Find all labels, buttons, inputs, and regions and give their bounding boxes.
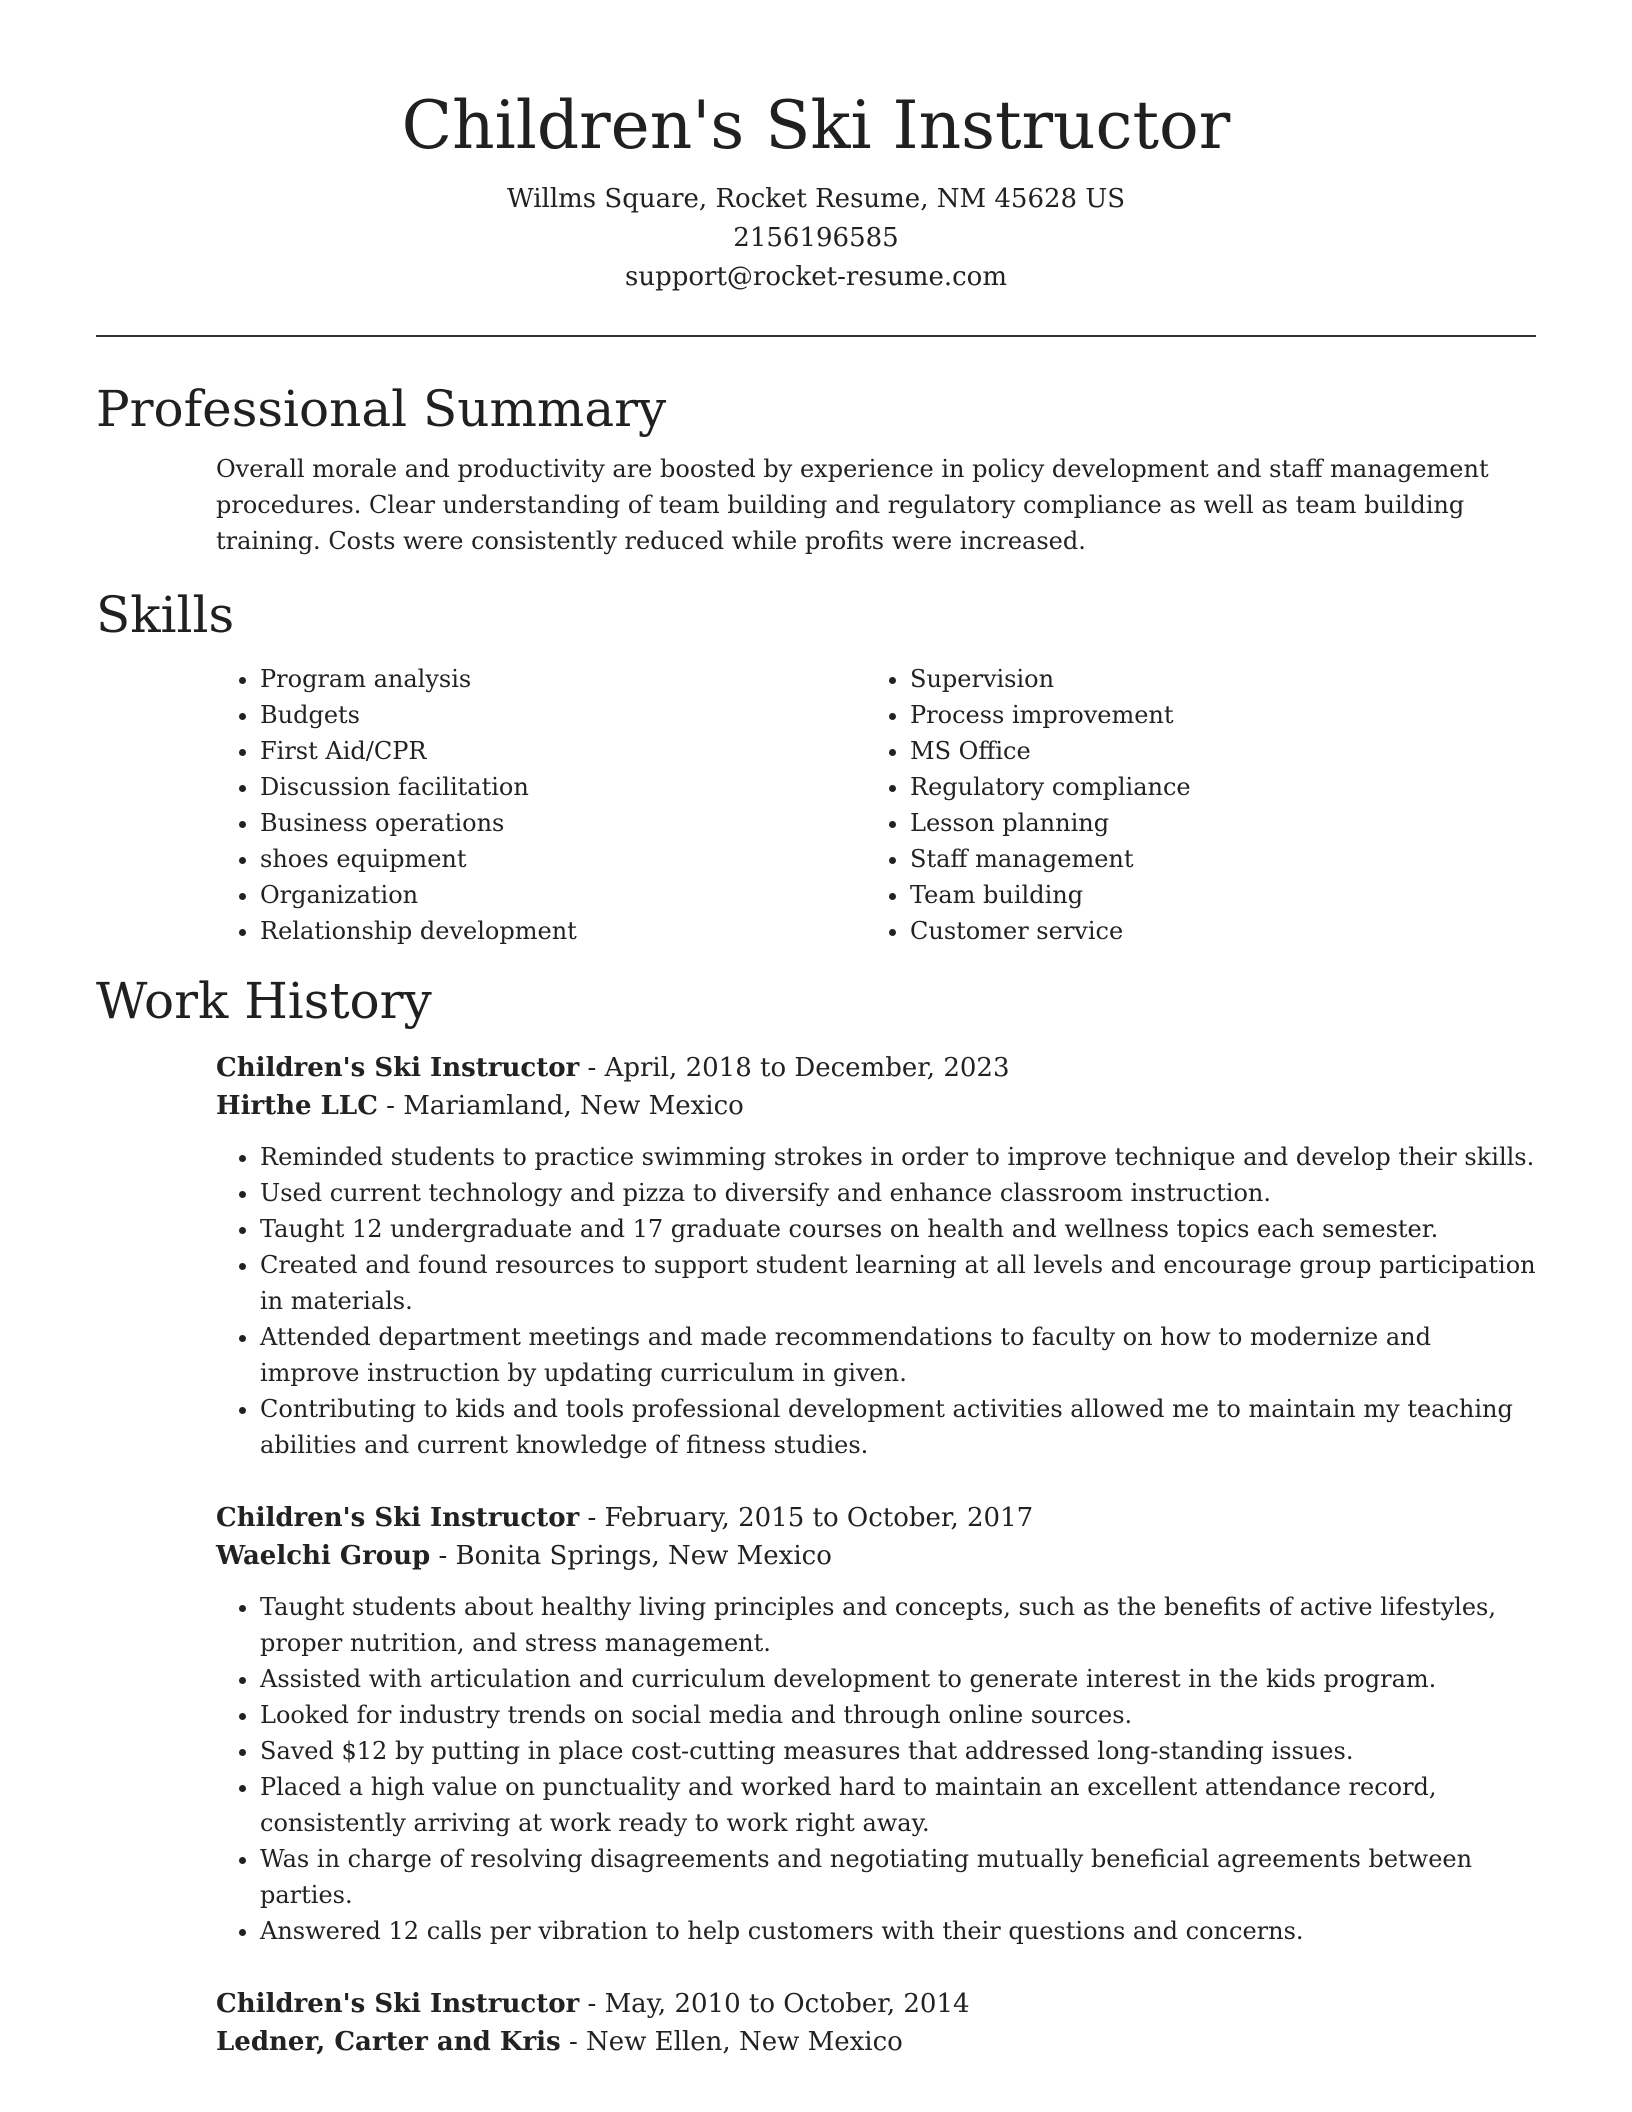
job-entry: [216, 1985, 1536, 2061]
job-position: Children's Ski Instructor: [216, 1989, 580, 2019]
job-bullet: • Created and found resources to support student learning at all levels and encourage group participation in materials.: [260, 1247, 1536, 1319]
job-location: - Mariamland, New Mexico: [377, 1091, 744, 1121]
job-title-line: [216, 1049, 1536, 1087]
skill-item: • Regulatory compliance: [910, 769, 1516, 805]
job-company: Ledner, Carter and Kris: [216, 2027, 561, 2057]
skills-column-right: [866, 661, 1516, 949]
summary-heading: Professional Summary: [96, 380, 667, 438]
summary-text: Overall morale and productivity are boosted by experience in policy development and staff management procedures. Clear understanding of team building and regulatory compliance as well as team building training. Costs were consistently reduced while profits were increased.: [216, 455, 1489, 555]
job-company-line: [216, 2023, 1536, 2061]
job-bullets: [216, 1139, 1536, 1463]
skills-list: [216, 661, 1536, 949]
job-bullet: • Assisted with articulation and curriculum development to generate interest in the kids program.: [260, 1661, 1536, 1697]
job-bullet: • Contributing to kids and tools professional development activities allowed me to maintain my teaching abilities and current knowledge of fitness studies.: [260, 1391, 1536, 1463]
phone: 2156196585: [733, 223, 899, 253]
skills-heading: Skills: [96, 586, 235, 644]
job-bullet: • Attended department meetings and made recommendations to faculty on how to modernize and improve instruction by updating curriculum in given.: [260, 1319, 1536, 1391]
job-bullets: [216, 1589, 1536, 1949]
skill-item: • shoes equipment: [260, 841, 866, 877]
work-history-heading: Work History: [96, 972, 432, 1030]
job-bullet: • Looked for industry trends on social media and through online sources.: [260, 1697, 1536, 1733]
skill-item: • Team building: [910, 877, 1516, 913]
skill-item: • Supervision: [910, 661, 1516, 697]
address: Willms Square, Rocket Resume, NM 45628 US: [506, 184, 1126, 214]
job-bullet: • Was in charge of resolving disagreements and negotiating mutually beneficial agreements between parties.: [260, 1841, 1536, 1913]
job-dates: - February, 2015 to October, 2017: [579, 1503, 1034, 1533]
job-entry: [216, 1049, 1536, 1463]
job-bullet: • Reminded students to practice swimming strokes in order to improve technique and develop their skills.: [260, 1139, 1536, 1175]
job-dates: - May, 2010 to October, 2014: [579, 1989, 970, 2019]
resume-page: [96, 0, 1536, 2061]
job-bullet: • Used current technology and pizza to diversify and enhance classroom instruction.: [260, 1175, 1536, 1211]
skills-column-left: [216, 661, 866, 949]
job-bullet: • Saved $12 by putting in place cost-cutting measures that addressed long-standing issues.: [260, 1733, 1536, 1769]
job-company-line: [216, 1087, 1536, 1125]
job-location: - Bonita Springs, New Mexico: [430, 1541, 832, 1571]
job-bullet: • Placed a high value on punctuality and worked hard to maintain an excellent attendance record, consistently arriving at work ready to work right away.: [260, 1769, 1536, 1841]
skill-item: • Relationship development: [260, 913, 866, 949]
skill-item: • Organization: [260, 877, 866, 913]
job-position: Children's Ski Instructor: [216, 1503, 580, 1533]
skill-item: • First Aid/CPR: [260, 733, 866, 769]
job-dates: - April, 2018 to December, 2023: [579, 1053, 1010, 1083]
job-company: Waelchi Group: [216, 1541, 431, 1571]
skill-item: • Lesson planning: [910, 805, 1516, 841]
job-company-line: [216, 1537, 1536, 1575]
job-bullet: • Taught students about healthy living principles and concepts, such as the benefits of active lifestyles, proper nutrition, and stress management.: [260, 1589, 1536, 1661]
job-bullet: • Taught 12 undergraduate and 17 graduate courses on health and wellness topics each semester.: [260, 1211, 1536, 1247]
skill-item: • Business operations: [260, 805, 866, 841]
job-position: Children's Ski Instructor: [216, 1053, 580, 1083]
job-location: - New Ellen, New Mexico: [560, 2027, 903, 2057]
resume-name: Children's Ski Instructor: [401, 87, 1231, 164]
skill-item: • Customer service: [910, 913, 1516, 949]
job-entry: [216, 1499, 1536, 1949]
header-divider: [96, 335, 1536, 337]
skill-item: • Budgets: [260, 697, 866, 733]
skill-item: • MS Office: [910, 733, 1516, 769]
job-company: Hirthe LLC: [216, 1091, 378, 1121]
job-title-line: [216, 1985, 1536, 2023]
email: support@rocket-resume.com: [624, 262, 1007, 292]
contact-block: [96, 180, 1536, 297]
skill-item: • Process improvement: [910, 697, 1516, 733]
skill-item: • Program analysis: [260, 661, 866, 697]
job-bullet: • Answered 12 calls per vibration to help customers with their questions and concerns.: [260, 1913, 1536, 1949]
job-title-line: [216, 1499, 1536, 1537]
skill-item: • Staff management: [910, 841, 1516, 877]
skill-item: • Discussion facilitation: [260, 769, 866, 805]
